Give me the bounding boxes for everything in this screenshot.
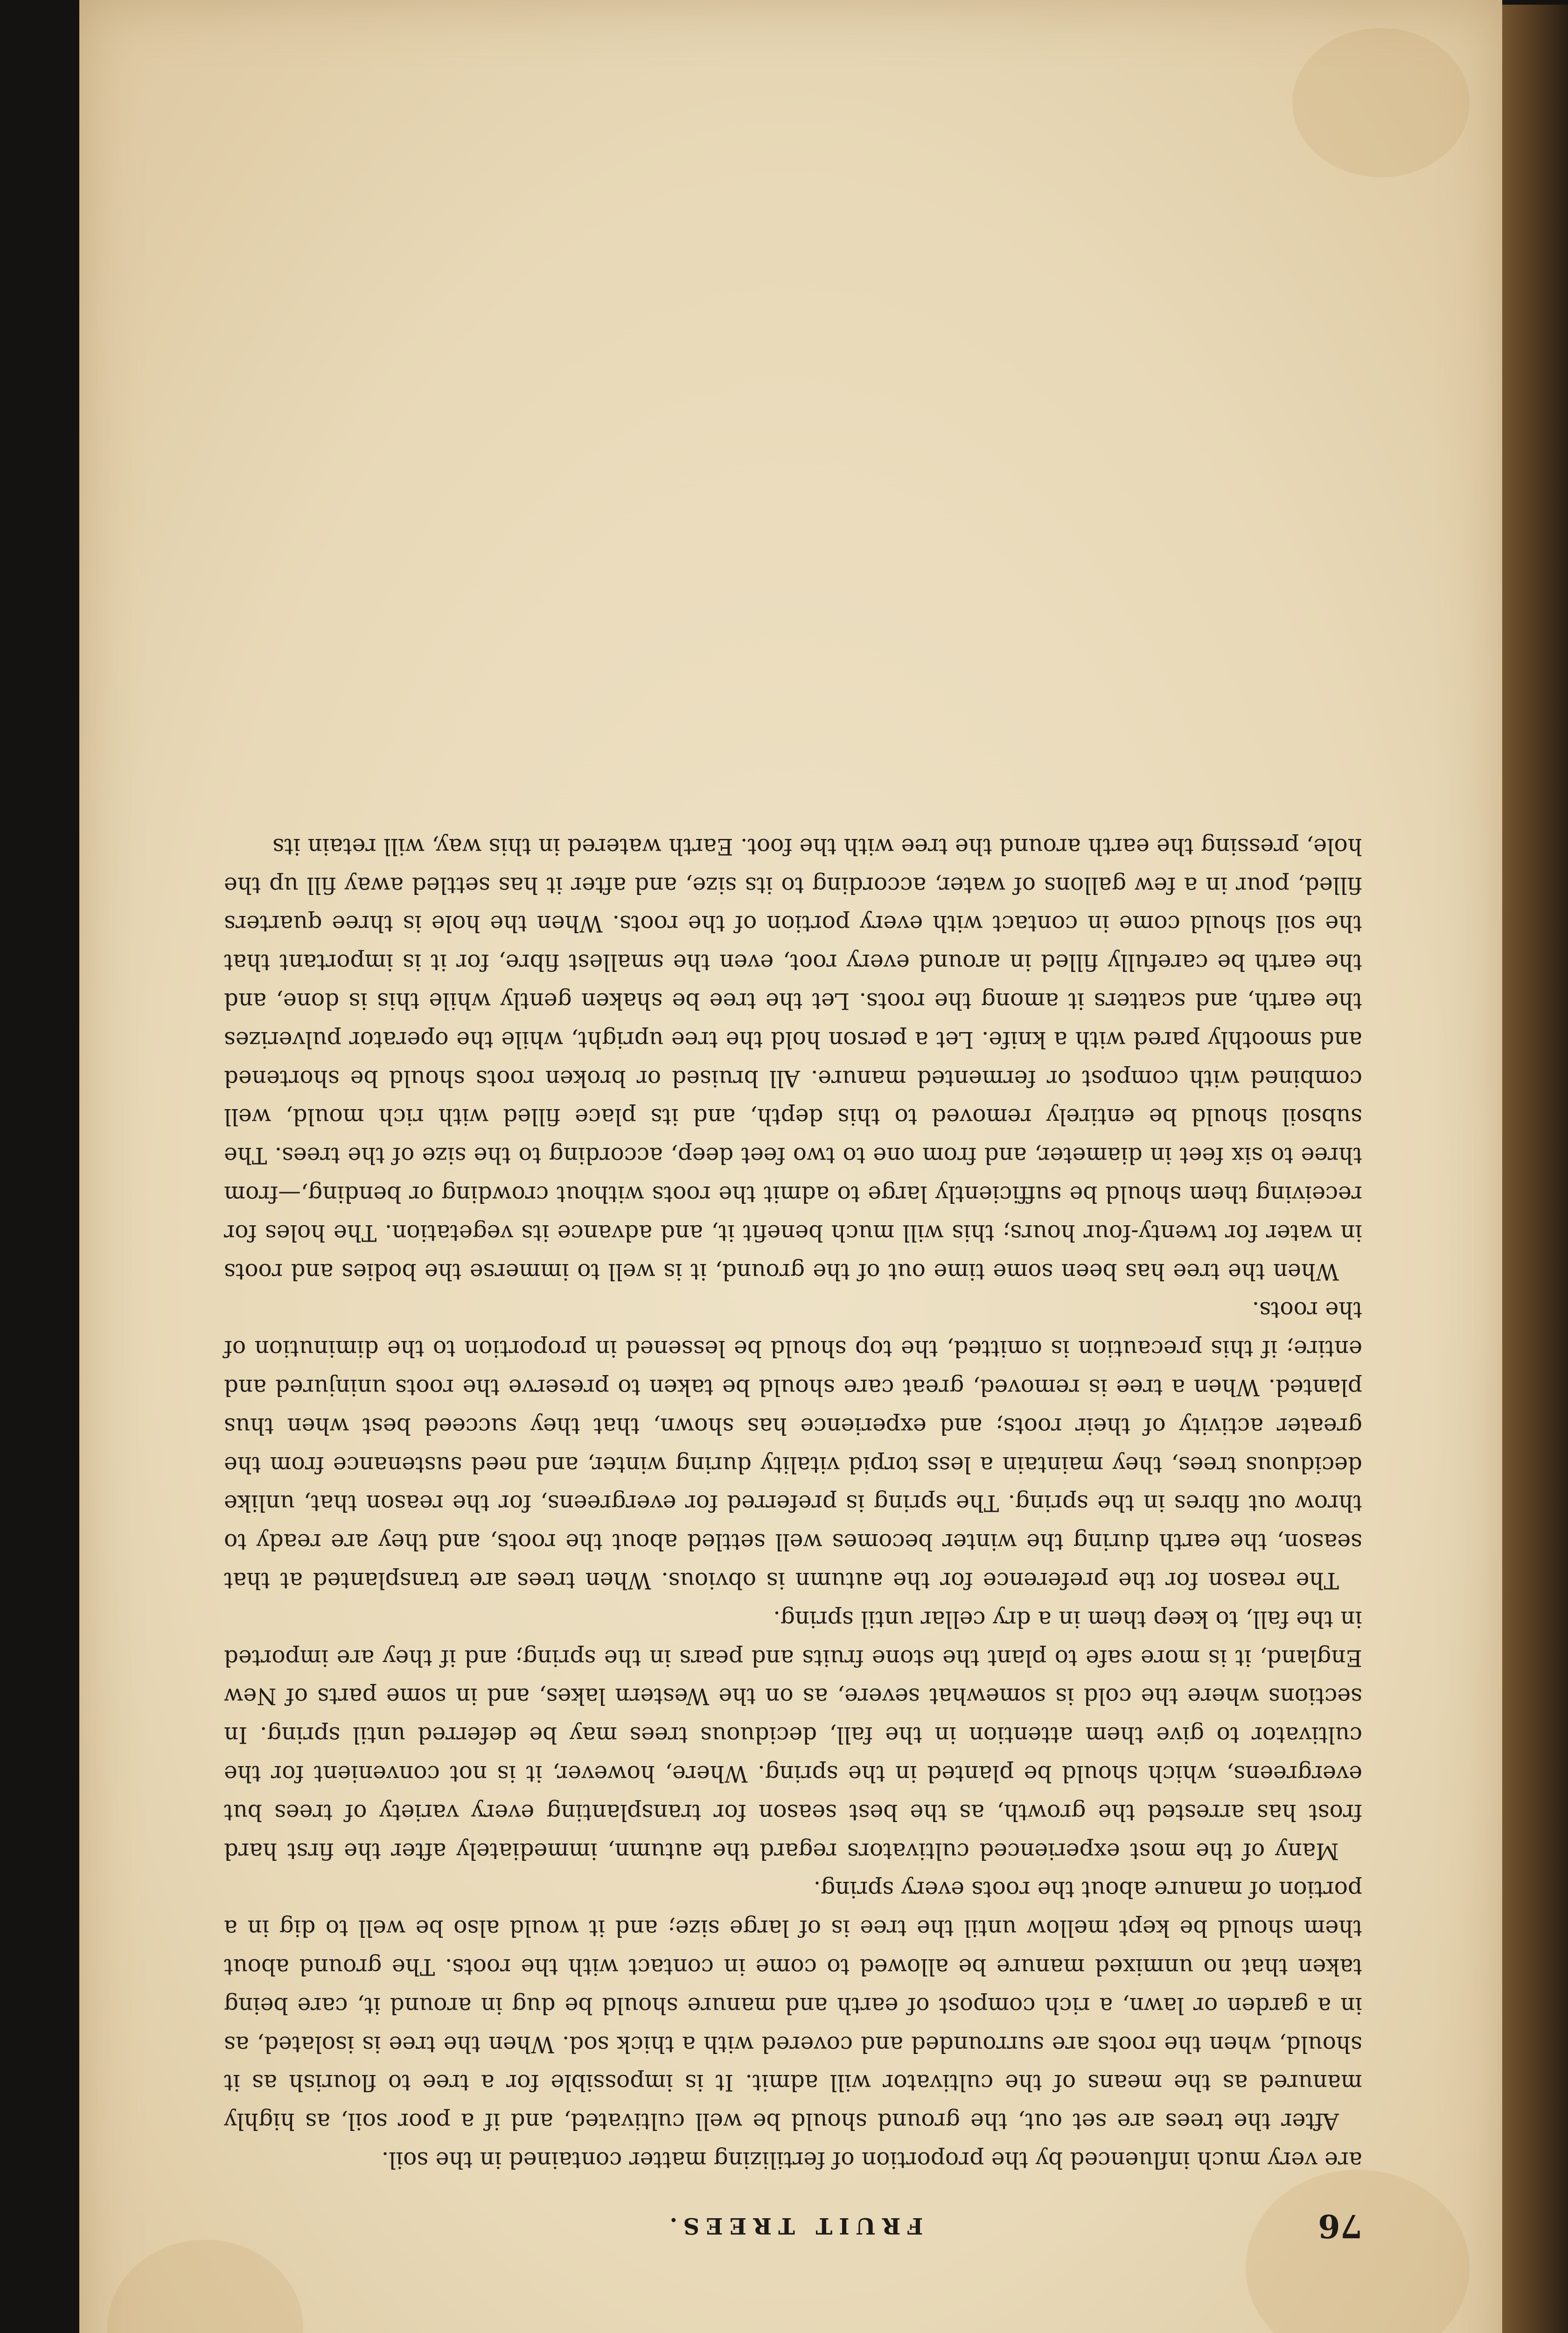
paragraph-autumn-reason: The reason for the preference for the autumn is obvious. When trees are transplanted at that season, the earth during the winter becomes well settled about the roots, and they are ready to throw out fibres in the spring. The spring is preferred for evergreens, for the reason that, unlike deciduous trees, they maintain a less torpid vitality during winter, and need sustenance from the greater activity of their roots; and experience has shown, that they succeed best when thus planted. When a tree is removed, great care should be taken to preserve the roots uninjured and entire; if this precaution is omitted, the top should be lessened in proportion to the diminution of the roots. [224,1297,1362,1594]
paragraph-cultivation: After the trees are set out, the ground should be well cultivated, and if a poor soil, as highly manured as the means of the cultivator will admit. It is impossible for a tree to flourish as it should, when the roots are surrounded and covered with a thick sod. When the tree is isolated, as in a garden or lawn, a rich compost of earth and manure should be dug in around it, care being taken that no unmixed manure be allowed to come in contact with the roots. The ground about them should be kept mellow until the tree is of large size; and it would also be well to dig in a portion of manure about the roots every spring. [224,1876,1362,2135]
book-page [79,0,1502,2333]
paragraph-planting-season: Many of the most experienced cultivators regard the autumn, immediately after the first hard frost has arrested the growth, as the best season for transplanting every variety of trees but evergreens, which should be planted in the spring. Where, however, it is not convenient for the cultivator to give them attention in the fall, deciduous trees may be deferred until spring. In sections where the cold is somewhat severe, as on the Western lakes, and in some parts of New England, it is more safe to plant the stone fruits and pears in the spring; and if they are imported in the fall, to keep them in a dry cellar until spring. [224,1606,1362,1864]
body-text [224,827,1362,2179]
page-number: 76 [1318,2207,1362,2244]
paragraph-planting-method: When the tree has been some time out of the ground, it is well to immerse the bodies and roots in water for twenty-four hours; this will much benefit it, and advance its vegetation. The holes for receiving them should be sufficiently large to admit the roots without crowding or bending,—from three to six feet in diameter, and from one to two feet deep, according to the size of the trees. The subsoil should be entirely removed to this depth, and its place filled with rich mould, well combined with compost or fermented manure. All bruised or broken roots should be shortened and smoothly pared with a knife. Let a person hold the tree upright, while the operator pulverizes the earth, and scatters it among the roots. Let the tree be shaken gently while this is done, and the earth be carefully filled in around every root, even the smallest fibre, for it is important that the soil should come in contact with every portion of the roots. When the hole is three quarters filled, pour in a few gallons of water, according to its size, and after it has settled away fill up the hole, pressing the earth around the tree with the foot. Earth watered in this way, will retain its [224,833,1362,1285]
paragraph-continued: are very much influenced by the proportion of fertilizing matter contained in the soil. [381,2147,1362,2173]
page-header [224,2207,1362,2244]
running-title: FRUIT TREES. [663,2213,923,2239]
page-content-upside-down [79,0,1502,2333]
